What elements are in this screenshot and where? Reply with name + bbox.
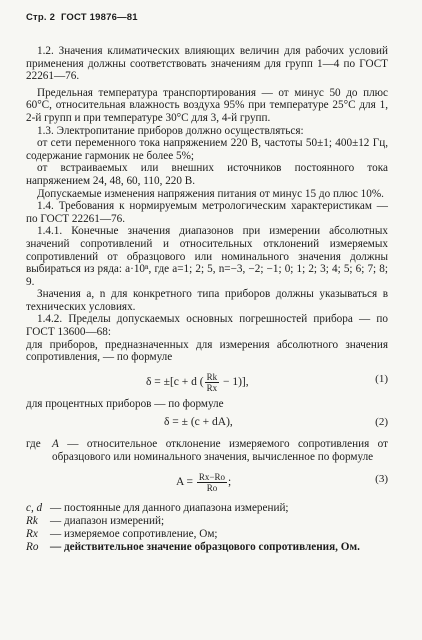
page-number: Стр. 2 xyxy=(26,12,56,23)
formula-1-fraction xyxy=(205,372,220,393)
clause-1-3: 1.3. Электропитание приборов должно осуществляться: xyxy=(37,124,304,137)
standard-code: ГОСТ 19876—81 xyxy=(60,12,138,23)
paragraph-transport-temp: Предельная температура транспортирования — от минус 50 до плюс 60°С, относительная влажность воздуха 95% при температуре 25°С для 1, 2-й групп и при температуре 30°С для 3, 4-й групп. xyxy=(26,86,388,124)
paragraph-percent-devices: для процентных приборов — по формуле xyxy=(26,397,224,410)
formula-2-expression: δ = ± (c + dA), xyxy=(164,416,233,429)
clause-1-2: 1.2. Значения климатических влияющих величин для рабочих условий применения должны соответствовать значениям для групп 1—4 по ГОСТ 22261—76. xyxy=(26,45,388,83)
where-symbol: A xyxy=(52,438,59,451)
formula-3-expression xyxy=(176,472,231,493)
symbol-definitions xyxy=(26,502,388,554)
where-block xyxy=(26,438,388,463)
definition-row xyxy=(26,528,388,541)
formula-3-numerator: Rx−Ro xyxy=(198,471,225,482)
paragraph-ac-supply: от сети переменного тока напряжением 220 В, частоты 50±1; 400±12 Гц, содержание гармоник не более 5%; xyxy=(26,137,388,162)
definition-text: — диапазон измерений; xyxy=(50,514,165,527)
definition-row xyxy=(26,515,388,528)
paragraph-absolute-devices: для приборов, предназначенных для измерения абсолютного значения сопротивления, — по формуле xyxy=(26,338,388,364)
clause-1-4-1: 1.4.1. Конечные значения диапазонов при измерении абсолютных значений сопротивлений и относительных отклонений измеряемых сопротивлений от образцового или номинального значения должны выбираться из ряда: a·10ⁿ, где a=1; 2; 5, n=−3, −2; −1; 0; 1; 2; 3; 4; 5; 6; 7; 8; 9. xyxy=(26,225,388,288)
definition-symbol: c, d xyxy=(26,501,43,514)
formula-2 xyxy=(26,412,388,436)
formula-1-number: (1) xyxy=(375,372,388,385)
where-text: — относительное отклонение измеряемого сопротивления от образцового или номинального значения, вычисленное по формуле xyxy=(52,438,388,464)
where-body xyxy=(52,438,388,463)
formula-3 xyxy=(26,466,388,496)
formula-1 xyxy=(26,366,388,396)
definition-row xyxy=(26,502,388,515)
formula-3-right: ; xyxy=(228,475,232,488)
formula-3-fraction xyxy=(197,472,227,493)
paragraph-voltage-tolerance: Допускаемые изменения напряжения питания от минус 15 до плюс 10%. xyxy=(37,187,384,200)
clause-1-4-2: 1.4.2. Пределы допускаемых основных погрешностей прибора — по ГОСТ 13600—68: xyxy=(26,313,388,339)
definition-symbol: Ro xyxy=(26,540,39,553)
clause-1-4: 1.4. Требования к нормируемым метрологическим характеристикам — по ГОСТ 22261—76. xyxy=(26,200,388,225)
formula-1-right: − 1)], xyxy=(220,375,249,388)
definition-text: — измеряемое сопротивление, Ом; xyxy=(50,527,218,540)
formula-1-expression xyxy=(146,372,249,393)
formula-1-left: δ = ±[c + d ( xyxy=(146,375,204,388)
formula-3-denominator: Ro xyxy=(206,482,218,493)
definition-text: — действительное значение образцового сопротивления, Ом. xyxy=(50,540,360,553)
formula-3-left: A = xyxy=(176,475,196,488)
formula-3-number: (3) xyxy=(375,472,388,485)
formula-1-denominator: Rx xyxy=(206,382,218,393)
paragraph-a-n-values: Значения a, n для конкретного типа приборов должны указываться в технических условиях. xyxy=(26,288,388,313)
formula-2-number: (2) xyxy=(375,416,388,429)
page-header xyxy=(26,12,388,23)
definition-row xyxy=(26,541,388,554)
definition-symbol: Rk xyxy=(26,514,38,527)
paragraph-dc-supply: от встраиваемых или внешних источников постоянного тока напряжением 24, 48, 60, 110, 220 В. xyxy=(26,162,388,187)
definition-symbol: Rx xyxy=(26,527,38,540)
definition-text: — постоянные для данного диапазона измерений; xyxy=(50,501,289,514)
where-key: где xyxy=(26,438,41,451)
formula-1-numerator: Rk xyxy=(206,371,218,382)
